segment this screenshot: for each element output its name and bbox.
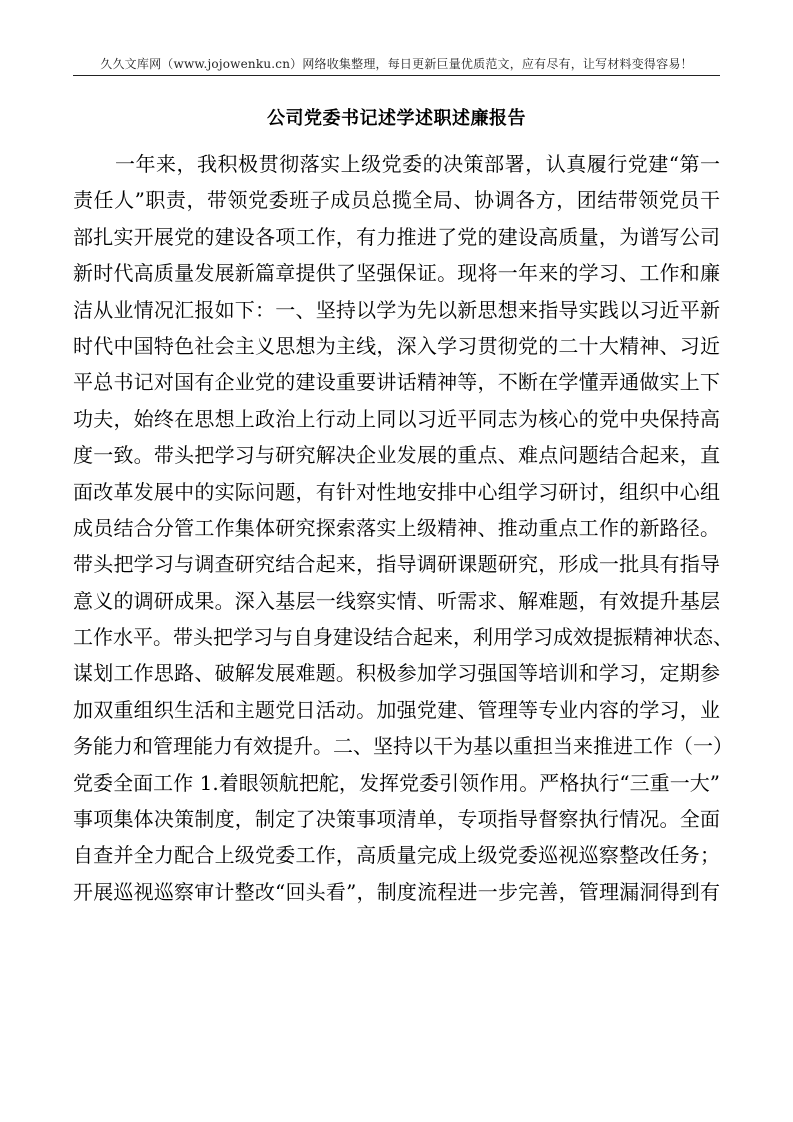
body-line: 工作水平。带头把学习与自身建设结合起来，利用学习成效提振精神状态、 [73,625,733,650]
body-line: 自查并全力配合上级党委工作，高质量完成上级党委巡视巡察整改任务； [73,843,720,868]
body-line: 部扎实开展党的建设各项工作，有力推进了党的建设高质量，为谱写公司 [73,224,720,249]
document-title: 公司党委书记述学述职述廉报告 [267,108,526,129]
body-line: 带头把学习与调查研究结合起来，指导调研课题研究，形成一批具有指导 [73,552,720,577]
page-header: 久久文库网（www.jojowenku.cn）网络收集整理，每日更新巨量优质范文，应有尽有，让写材料变得容易！ [100,57,693,71]
body-line: 谋划工作思路、破解发展难题。积极参加学习强国等培训和学习，定期参 [73,661,720,686]
body-line: 党委全面工作 1.着眼领航把舵，发挥党委引领作用。严格执行“三重一大” [73,770,720,795]
body-line: 度一致。带头把学习与研究解决企业发展的重点、难点问题结合起来，直 [73,443,720,468]
body-line: 加双重组织生活和主题党日活动。加强党建、管理等专业内容的学习，业 [73,697,720,722]
body-line: 功夫，始终在思想上政治上行动上同以习近平同志为核心的党中央保持高 [73,406,720,431]
body-line: 一年来，我积极贯彻落实上级党委的决策部署，认真履行党建“第一 [115,152,720,176]
document-body [73,146,733,910]
header-divider [73,75,720,76]
body-line: 洁从业情况汇报如下：一、坚持以学为先以新思想来指导实践以习近平新 [73,297,720,322]
body-line: 开展巡视巡察审计整改“回头看”，制度流程进一步完善，管理漏洞得到有 [73,879,720,904]
body-line: 务能力和管理能力有效提升。二、坚持以干为基以重担当来推进工作（一） [73,734,733,759]
body-line: 面改革发展中的实际问题，有针对性地安排中心组学习研讨，组织中心组 [73,479,720,504]
body-line: 事项集体决策制度，制定了决策事项清单，专项指导督察执行情况。全面 [73,807,720,832]
body-line: 成员结合分管工作集体研究探索落实上级精神、推动重点工作的新路径。 [73,515,720,540]
body-line: 平总书记对国有企业党的建设重要讲话精神等，不断在学懂弄通做实上下 [73,370,720,395]
body-line: 责任人”职责，带领党委班子成员总揽全局、协调各方，团结带领党员干 [73,188,720,213]
body-line: 新时代高质量发展新篇章提供了坚强保证。现将一年来的学习、工作和廉 [73,261,720,286]
body-line: 时代中国特色社会主义思想为主线，深入学习贯彻党的二十大精神、习近 [73,333,720,358]
body-line: 意义的调研成果。深入基层一线察实情、听需求、解难题，有效提升基层 [73,588,720,613]
